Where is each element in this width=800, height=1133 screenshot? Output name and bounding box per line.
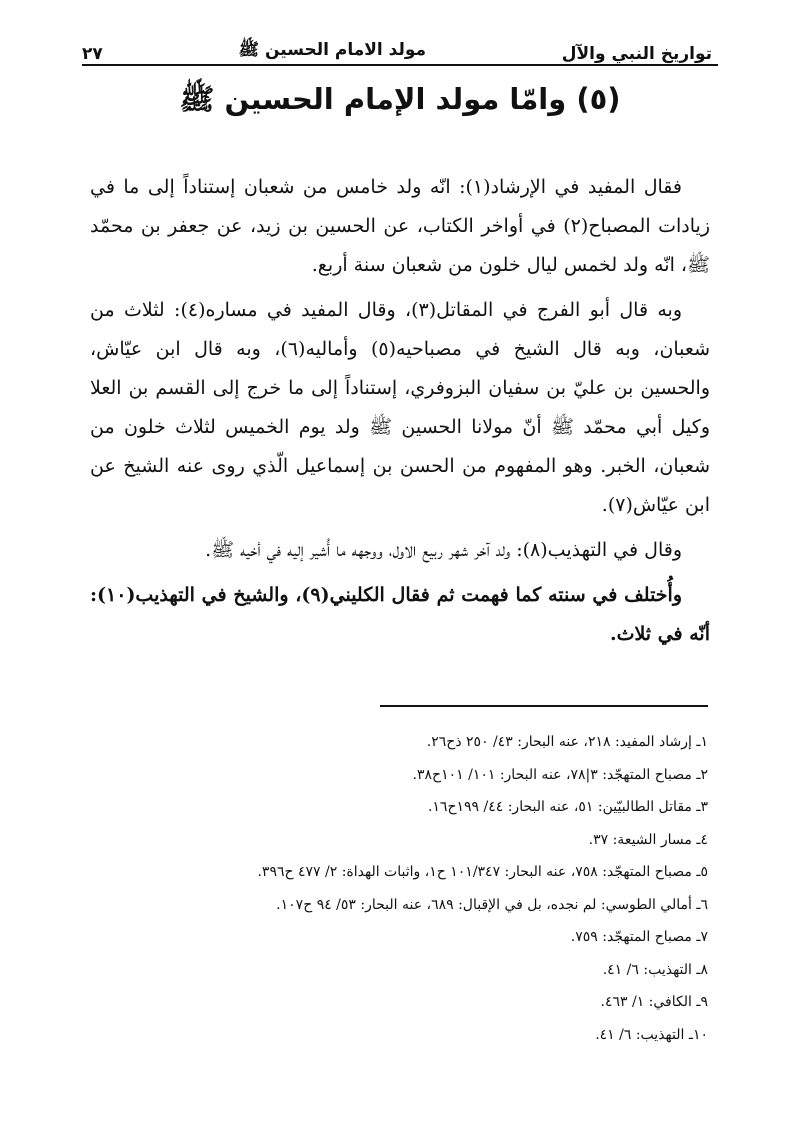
footnotes bbox=[92, 726, 708, 1051]
footnote bbox=[92, 986, 708, 1019]
footnote bbox=[92, 791, 708, 824]
footnote-number: ١ـ bbox=[696, 734, 708, 750]
footnote-number: ٥ـ bbox=[696, 864, 708, 880]
footnote-text: مقاتل الطالبيّين: ٥١، عنه البحار: ٤٤/ ١٩٩ح١٦. bbox=[427, 799, 692, 815]
footnote bbox=[92, 1019, 708, 1052]
paragraph: فقال المفيد في الإرشاد(١): انّه ولد خامس من شعبان إستناداً إلى ما في زيادات المصباح(٢) في أواخر الكتاب، عن الحسين بن زيد، عن جعفر بن محمّد ﷺ، انّه ولد لخمس ليال خلون من شعبان سنة أربع. bbox=[90, 176, 710, 276]
footnote-text: أمالي الطوسي: لم نجده، بل في الإقبال: ٦٨٩، عنه البحار: ٥٣/ ٩٤ ح١٠٧. bbox=[276, 896, 692, 913]
footnote-number: ٧ـ bbox=[696, 929, 708, 945]
footnote-number: ٨ـ bbox=[696, 961, 708, 978]
footnote bbox=[92, 759, 708, 792]
footnote bbox=[92, 824, 708, 857]
footnote-text: التهذيب: ٦/ ٤١. bbox=[595, 1026, 685, 1043]
footnote-number: ٤ـ bbox=[696, 831, 708, 848]
paragraph: وقال في التهذيب(٨): ولد آخر شهر ربيع الاول، ووجهه ما أُشير إليه في أخيه ﷺ. bbox=[205, 539, 682, 561]
paragraph: وأُختلف في سنته كما فهمت ثم فقال الكليني(٩)، والشيخ في التهذيب(١٠): أنّه في ثلاث. bbox=[90, 584, 710, 645]
footnote-number: ٢ـ bbox=[696, 766, 708, 783]
footnote-number: ٦ـ bbox=[696, 896, 708, 913]
body-text bbox=[90, 168, 710, 660]
footnote bbox=[92, 889, 708, 922]
footnote-number: ١٠ـ bbox=[688, 1026, 708, 1043]
book-title: تواريخ النبي والآل bbox=[561, 44, 712, 64]
page-number: ٢٧ bbox=[82, 44, 103, 64]
footnote-separator bbox=[380, 705, 708, 707]
running-header bbox=[82, 30, 712, 64]
footnote-text: مصباح المتهجّد: ٧٥٩. bbox=[570, 929, 692, 945]
footnote-text: مسار الشيعة: ٣٧. bbox=[588, 831, 692, 848]
footnote-text: مصباح المتهجّد: ٣|٧٨، عنه البحار: ١٠١/ ١٠١ح٣٨. bbox=[412, 766, 692, 783]
footnote-text: التهذيب: ٦/ ٤١. bbox=[602, 961, 692, 978]
footnote bbox=[92, 954, 708, 987]
chapter-running-title: مولد الامام الحسين ﷺ bbox=[238, 40, 427, 60]
footnote-number: ٣ـ bbox=[696, 799, 708, 815]
footnote-number: ٩ـ bbox=[696, 994, 708, 1010]
footnote-text: مصباح المتهجّد: ٧٥٨، عنه البحار: ١٠١/٣٤٧ ح١، واثبات الهداة: ٢/ ٤٧٧ ح٣٩٦. bbox=[257, 864, 692, 880]
footnote bbox=[92, 856, 708, 889]
footnote-text: الكافي: ١/ ٤٦٣. bbox=[600, 994, 692, 1010]
paragraph: وبه قال أبو الفرج في المقاتل(٣)، وقال المفيد في مساره(٤): لثلاث من شعبان، وبه قال الشيخ في مصباحيه(٥) وأماليه(٦)، وبه قال ابن عيّاش، والحسين بن عليّ بن سفيان البزوفري، إستناداً إلى ما خرج إلى القسم بن العلا وكيل أبي محمّد ﷺ أنّ مولانا الحسين ﷺ ولد يوم الخميس لثلاث خلون من شعبان، الخبر. وهو المفهوم من الحسن بن إسماعيل الّذي روى عنه الشيخ عن ابن عيّاش(٧). bbox=[90, 299, 710, 516]
footnote bbox=[92, 726, 708, 759]
footnote bbox=[92, 921, 708, 954]
footnote-text: إرشاد المفيد: ٢١٨، عنه البحار: ٤٣/ ٢٥٠ ذح٢٦. bbox=[426, 734, 692, 750]
chapter-title: (٥) وامّا مولد الإمام الحسين ﷺ bbox=[179, 82, 621, 116]
header-rule bbox=[82, 64, 718, 66]
